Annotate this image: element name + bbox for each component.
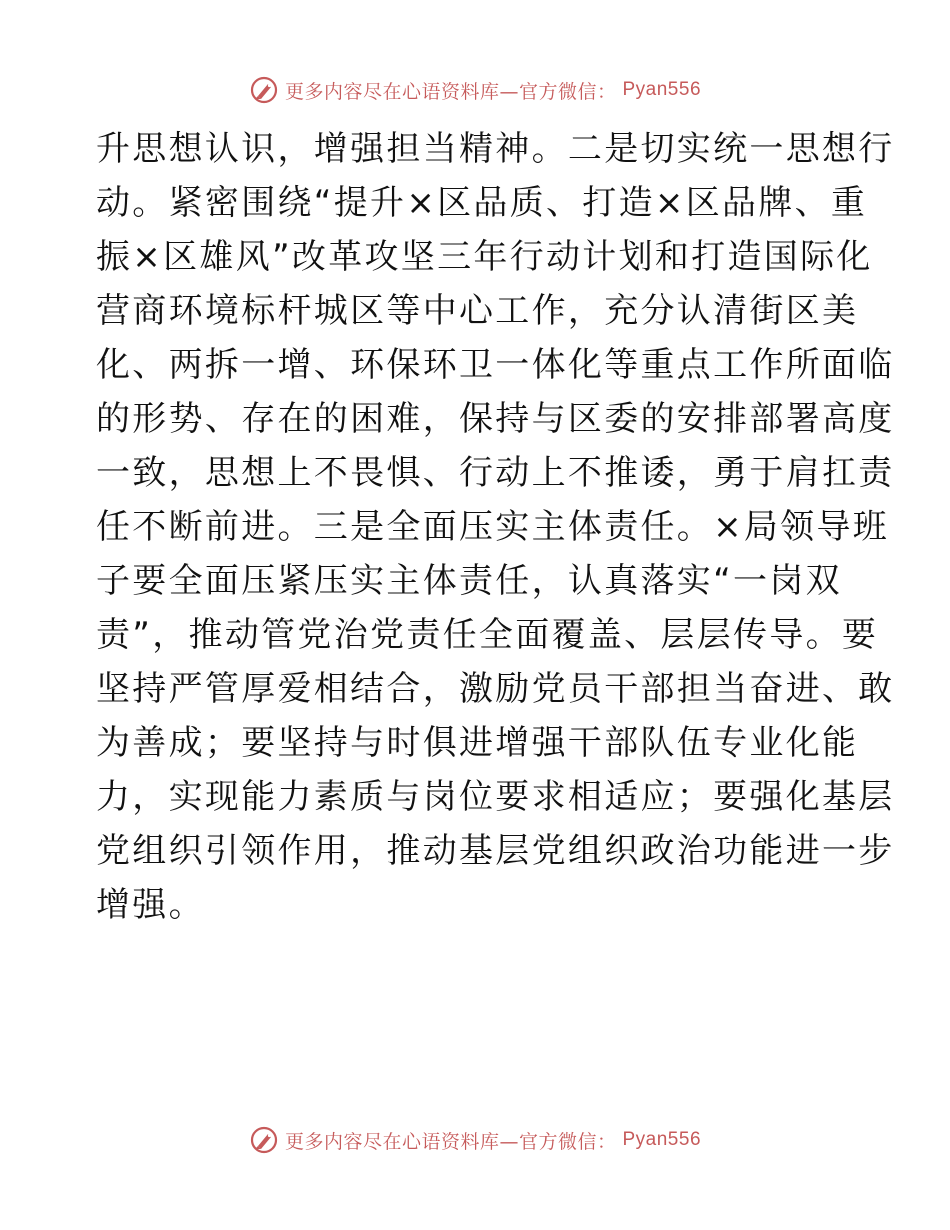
text-line: 力，实现能力素质与岗位要求相适应；要强化基层 xyxy=(96,777,895,817)
text-line: 坚持严管厚爱相结合，激励党员干部担当奋进、敢 xyxy=(96,669,895,709)
text-line: 的形势、存在的困难，保持与区委的安排部署高度 xyxy=(96,399,895,439)
watermark-handle: Pyan556 xyxy=(622,79,702,100)
text-line: 升思想认识，增强担当精神。二是切实统一思想行 xyxy=(96,129,895,169)
text-line: 动。紧密围绕“提升×区品质、打造×区品牌、重 xyxy=(96,183,868,223)
text-line: 为善成；要坚持与时俱进增强干部队伍专业化能 xyxy=(96,723,859,763)
text-line: 一致，思想上不畏惧、行动上不推诿，勇于肩扛责 xyxy=(96,453,895,493)
document-body xyxy=(96,122,895,932)
text-line: 营商环境标杆城区等中心工作，充分认清街区美 xyxy=(96,291,859,331)
watermark-text: 更多内容尽在心语资料库—官方微信： xyxy=(284,80,617,103)
text-line: 子要全面压紧压实主体责任，认真落实“一岗双 xyxy=(96,561,842,601)
header-watermark xyxy=(0,70,950,110)
text-line: 振×区雄风”改革攻坚三年行动计划和打造国际化 xyxy=(96,237,873,277)
watermark-text: 更多内容尽在心语资料库—官方微信： xyxy=(284,1130,617,1153)
watermark-handle: Pyan556 xyxy=(622,1129,702,1150)
text-line: 责”，推动管党治党责任全面覆盖、层层传导。要 xyxy=(96,615,879,655)
text-line: 党组织引领作用，推动基层党组织政治功能进一步 xyxy=(96,831,895,871)
pen-nib-logo-icon xyxy=(249,75,279,105)
footer-watermark xyxy=(0,1120,950,1160)
text-line: 化、两拆一增、环保环卫一体化等重点工作所面临 xyxy=(96,345,895,385)
watermark-banner xyxy=(249,75,701,105)
pen-nib-logo-icon xyxy=(249,1125,279,1155)
watermark-banner xyxy=(249,1125,701,1155)
text-line: 任不断前进。三是全面压实主体责任。×局领导班 xyxy=(96,507,890,547)
text-line: 增强。 xyxy=(96,885,205,925)
